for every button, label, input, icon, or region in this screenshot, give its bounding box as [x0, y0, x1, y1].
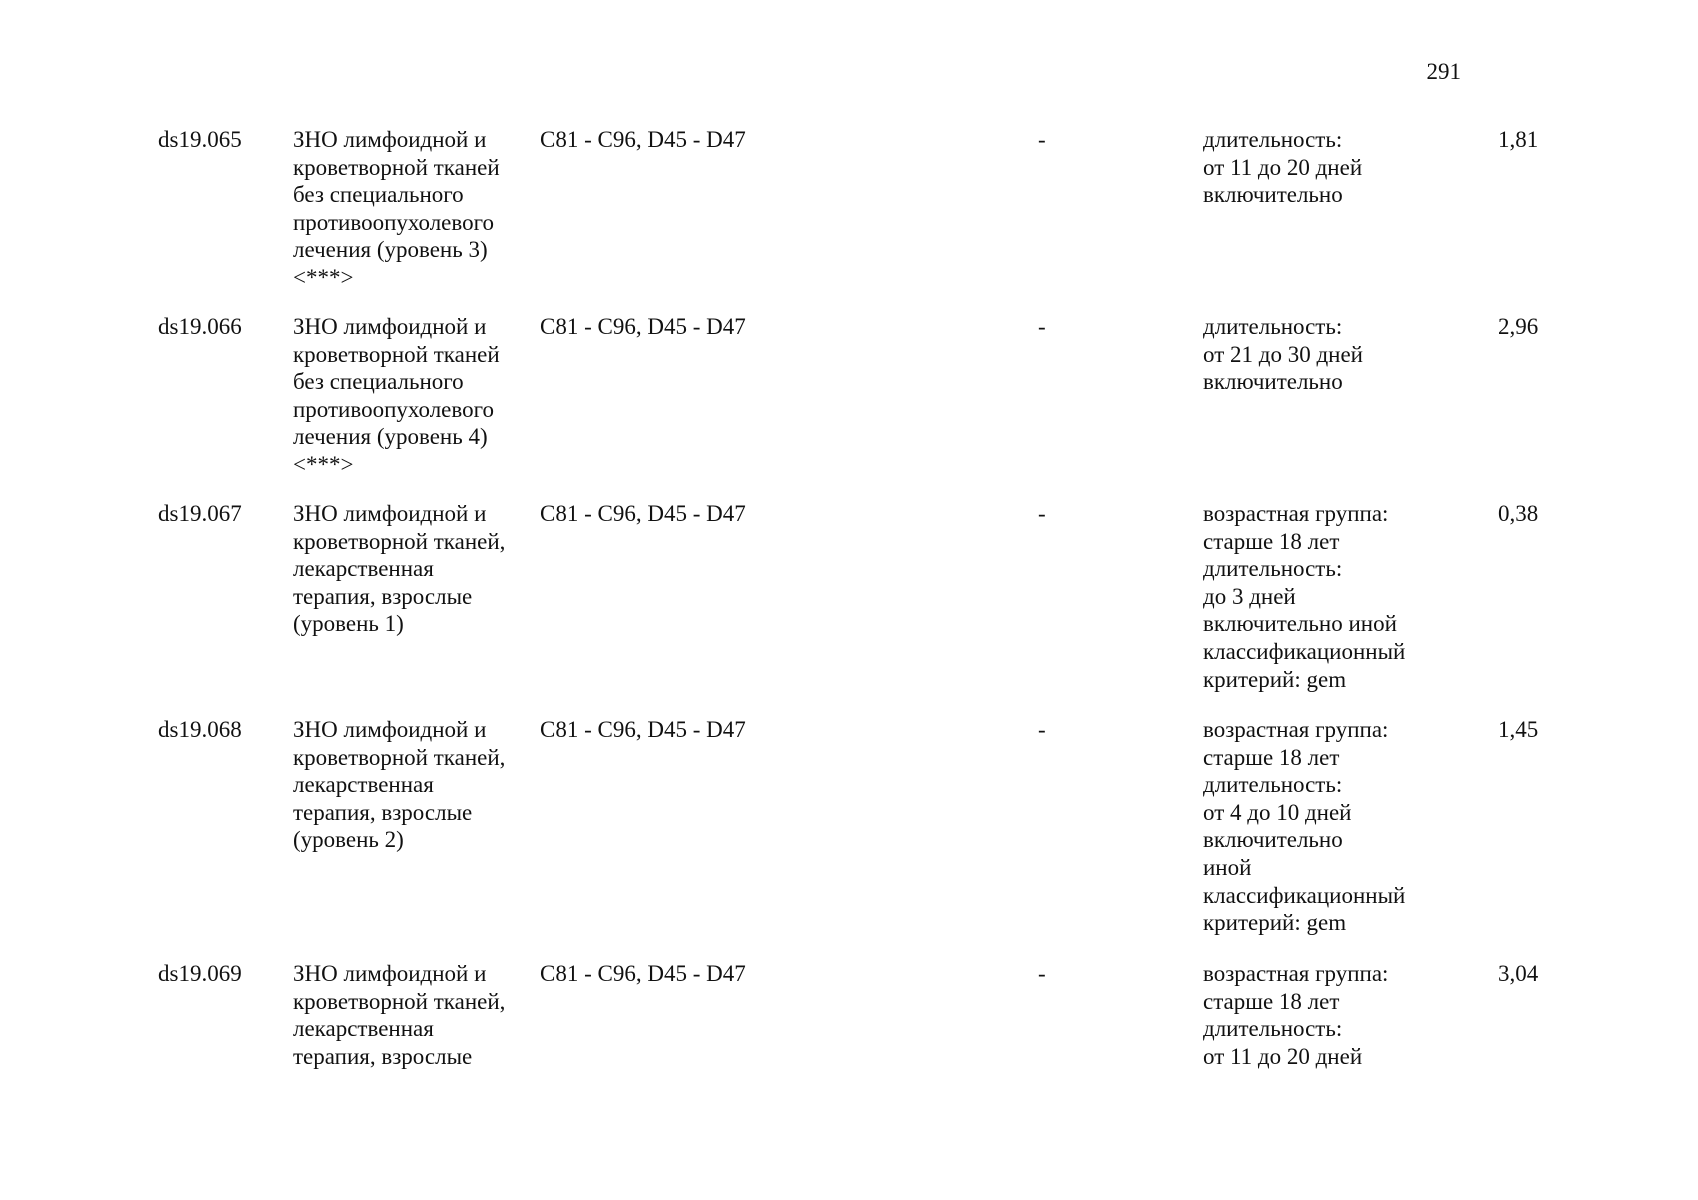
- row-name: ЗНО лимфоидной и кроветворной тканей, лекарственная терапия, взрослые (уровень 2): [293, 717, 506, 853]
- page-number: 291: [1426, 59, 1461, 84]
- row-code: ds19.067: [158, 501, 242, 526]
- row-criteria: возрастная группа: старше 18 лет длительность: до 3 дней включительно иной классификационный критерий: gem: [1203, 501, 1406, 692]
- row-code: ds19.069: [158, 961, 242, 986]
- table-row: [158, 313, 1548, 500]
- row-service-code: -: [1038, 961, 1046, 986]
- row-criteria: возрастная группа: старше 18 лет длительность: от 11 до 20 дней: [1203, 961, 1389, 1069]
- row-coefficient: 0,38: [1498, 501, 1539, 526]
- tariff-table: [158, 126, 1548, 1110]
- row-coefficient: 1,81: [1498, 127, 1539, 152]
- row-criteria: длительность: от 21 до 30 дней включительно: [1203, 314, 1363, 395]
- row-name: ЗНО лимфоидной и кроветворной тканей без специального противоопухолевого лечения (уровень 3) <***>: [293, 127, 500, 290]
- row-coefficient: 1,45: [1498, 717, 1539, 742]
- row-criteria: возрастная группа: старше 18 лет длительность: от 4 до 10 дней включительно иной классификационный критерий: gem: [1203, 717, 1406, 936]
- row-coefficient: 2,96: [1498, 314, 1539, 339]
- row-icd-codes: C81 - C96, D45 - D47: [540, 314, 746, 339]
- table-row: [158, 716, 1548, 960]
- row-service-code: -: [1038, 717, 1046, 742]
- row-name: ЗНО лимфоидной и кроветворной тканей, лекарственная терапия, взрослые: [293, 961, 506, 1069]
- row-service-code: -: [1038, 501, 1046, 526]
- table-row: [158, 126, 1548, 313]
- row-code: ds19.065: [158, 127, 242, 152]
- table-row: [158, 500, 1548, 716]
- row-icd-codes: C81 - C96, D45 - D47: [540, 501, 746, 526]
- row-service-code: -: [1038, 314, 1046, 339]
- row-criteria: длительность: от 11 до 20 дней включительно: [1203, 127, 1363, 208]
- table-row: [158, 960, 1548, 1110]
- row-name: ЗНО лимфоидной и кроветворной тканей без специального противоопухолевого лечения (уровень 4) <***>: [293, 314, 500, 477]
- row-code: ds19.068: [158, 717, 242, 742]
- row-icd-codes: C81 - C96, D45 - D47: [540, 961, 746, 986]
- row-icd-codes: C81 - C96, D45 - D47: [540, 717, 746, 742]
- row-coefficient: 3,04: [1498, 961, 1539, 986]
- row-name: ЗНО лимфоидной и кроветворной тканей, лекарственная терапия, взрослые (уровень 1): [293, 501, 506, 637]
- row-code: ds19.066: [158, 314, 242, 339]
- row-service-code: -: [1038, 127, 1046, 152]
- row-icd-codes: C81 - C96, D45 - D47: [540, 127, 746, 152]
